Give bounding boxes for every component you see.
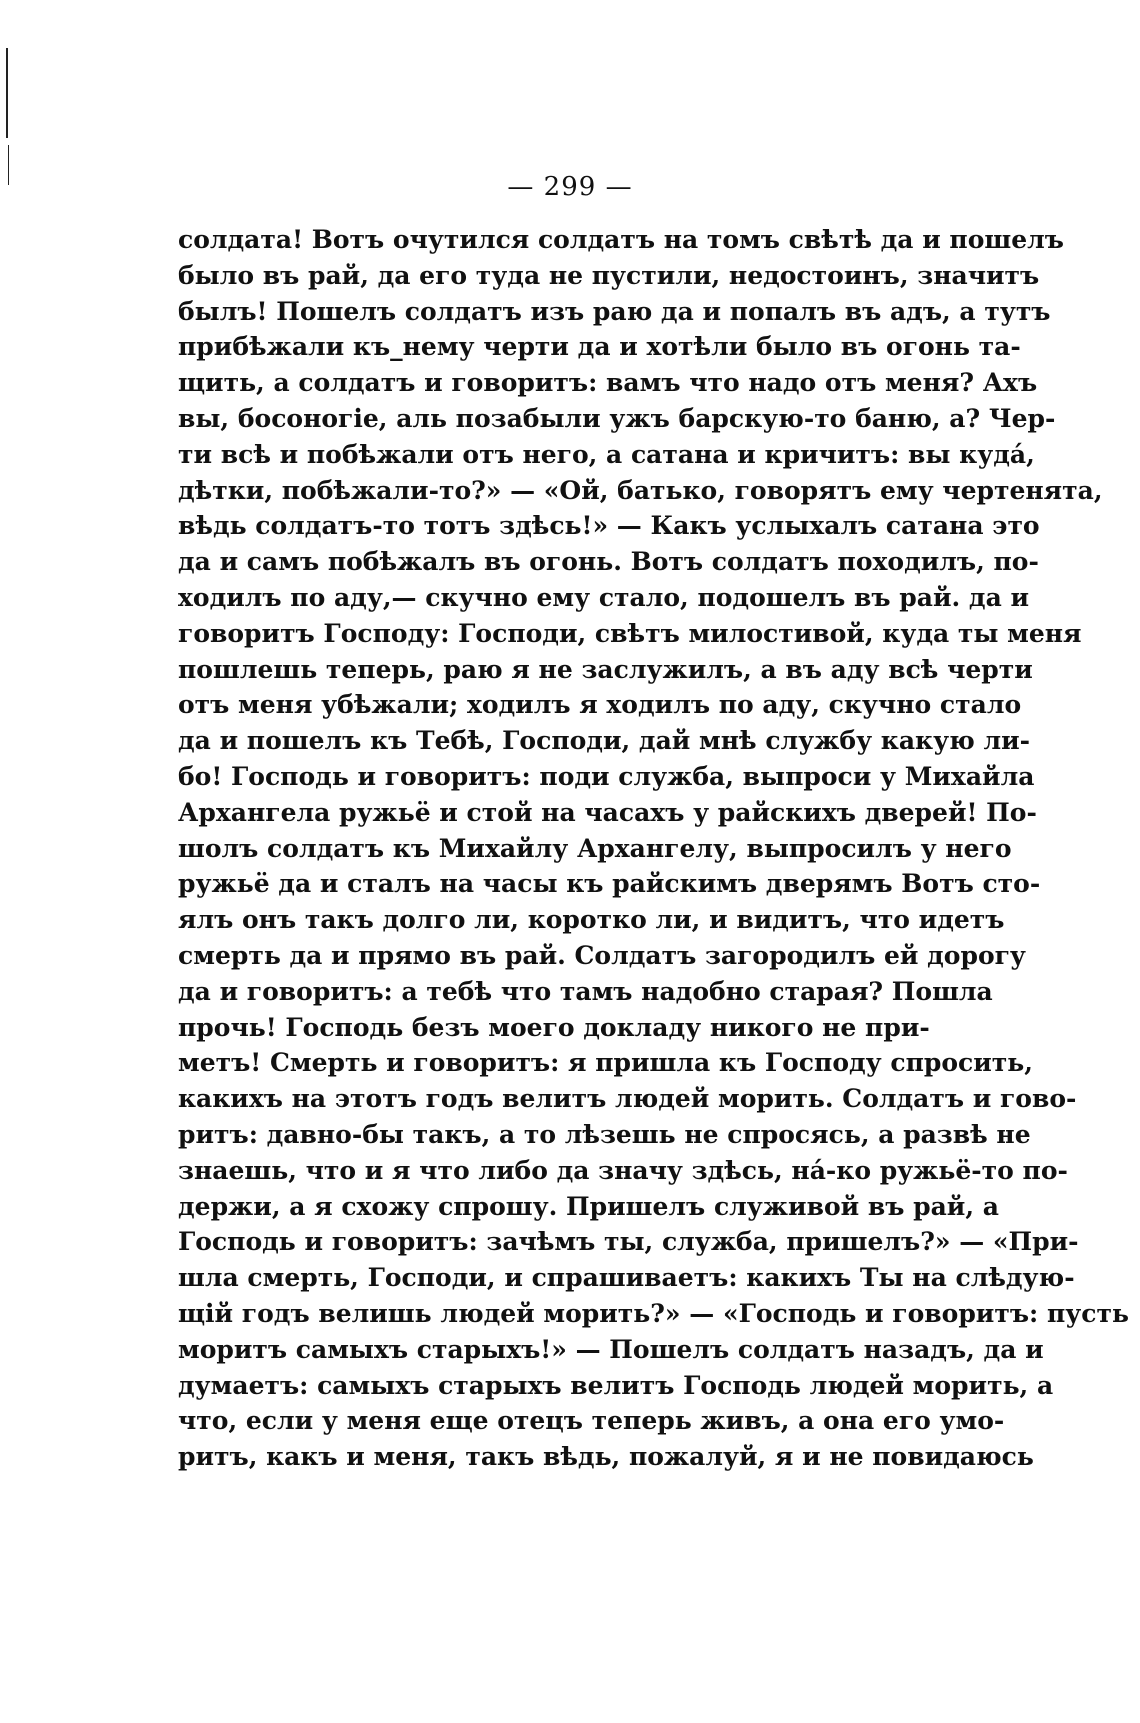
text-line: шла смерть, Господи, и спрашиваетъ: какихъ Ты на слѣдую- (178, 1263, 1075, 1293)
text-line: говоритъ Господу: Господи, свѣтъ милостивой, куда ты меня (178, 618, 1082, 648)
text-line: щить, а солдатъ и говоритъ: вамъ что надо отъ меня? Ахъ (178, 368, 1038, 398)
text-line: былъ! Пошелъ солдатъ изъ раю да и попалъ въ адъ, а тутъ (178, 296, 1051, 326)
text-line: было въ рай, да его туда не пустили, недостоинъ, значитъ (178, 260, 1040, 290)
text-line: ружьё да и сталъ на часы къ райскимъ дверямъ Вотъ сто- (178, 869, 1041, 899)
scan-edge-mark (6, 48, 8, 138)
text-line: солдата! Вотъ очутился солдатъ на томъ свѣтѣ да и пошелъ (178, 225, 1064, 254)
text-line: ялъ онъ такъ долго ли, коротко ли, и видитъ, что идетъ (178, 905, 1005, 935)
text-line: шолъ солдатъ къ Михайлу Архангелу, выпросилъ у него (178, 833, 1012, 863)
text-line: да и самъ побѣжалъ въ огонь. Вотъ солдатъ походилъ, по- (178, 547, 1039, 577)
text-line: ритъ: давно-бы такъ, а то лѣзешь не спросясь, а развѣ не (178, 1119, 1031, 1149)
text-line: пошлешь теперь, раю я не заслужилъ, а въ аду всѣ черти (178, 654, 1033, 684)
text-line: ритъ, какъ и меня, такъ вѣдь, пожалуй, я и не повидаюсь (178, 1442, 1034, 1472)
text-line: смерть да и прямо въ рай. Солдатъ загородилъ ей дорогу (178, 940, 1026, 970)
text-line: щій годъ велишь людей морить?» — «Господь и говоритъ: пусть (178, 1298, 1129, 1328)
text-line: дѣтки, побѣжали-то?» — «Ой, батько, говорятъ ему чертенята, (178, 475, 1103, 505)
text-line: отъ меня убѣжали; ходилъ я ходилъ по аду, скучно стало (178, 690, 1022, 720)
text-line: что, если у меня еще отецъ теперь живъ, а она его умо- (178, 1406, 1005, 1436)
text-line: Господь и говоритъ: зачѣмъ ты, служба, пришелъ?» — «При- (178, 1227, 1079, 1257)
text-line: прочь! Господь безъ моего докладу никого не при- (178, 1012, 930, 1042)
text-line: Архангела ружьё и стой на часахъ у райскихъ дверей! По- (178, 797, 1037, 827)
body-text (178, 222, 1129, 1475)
text-line: прибѣжали къ_нему черти да и хотѣли было въ огонь та- (178, 332, 1021, 362)
text-line: ти всѣ и побѣжали отъ него, а сатана и кричитъ: вы куда́, (178, 439, 1035, 469)
text-line: ходилъ по аду,— скучно ему стало, подошелъ въ рай. да и (178, 582, 1030, 612)
text-line: вѣдь солдатъ-то тотъ здѣсь!» — Какъ услыхалъ сатана это (178, 511, 1040, 541)
text-line: думаетъ: самыхъ старыхъ велитъ Господь людей морить, а (178, 1370, 1054, 1400)
text-line: бо! Господь и говоритъ: поди служба, выпроси у Михайла (178, 761, 1035, 791)
text-line: моритъ самыхъ старыхъ!» — Пошелъ солдатъ назадъ, да и (178, 1334, 1044, 1364)
text-line: какихъ на этотъ годъ велитъ людей морить. Солдатъ и гово- (178, 1084, 1077, 1114)
page-number: — 299 — (507, 172, 633, 202)
text-line: да и пошелъ къ Тебѣ, Господи, дай мнѣ службу какую ли- (178, 726, 1030, 756)
text-line: вы, босоногіе, аль позабыли ужъ барскую-то баню, а? Чер- (178, 403, 1056, 433)
text-line: метъ! Смерть и говоритъ: я пришла къ Господу спросить, (178, 1048, 1033, 1078)
text-line: да и говоритъ: а тебѣ что тамъ надобно старая? Пошла (178, 976, 993, 1006)
text-line: держи, а я схожу спрошу. Пришелъ служивой въ рай, а (178, 1191, 999, 1221)
text-line: знаешь, что и я что либо да значу здѣсь, на́-ко ружьё-то по- (178, 1155, 1068, 1185)
